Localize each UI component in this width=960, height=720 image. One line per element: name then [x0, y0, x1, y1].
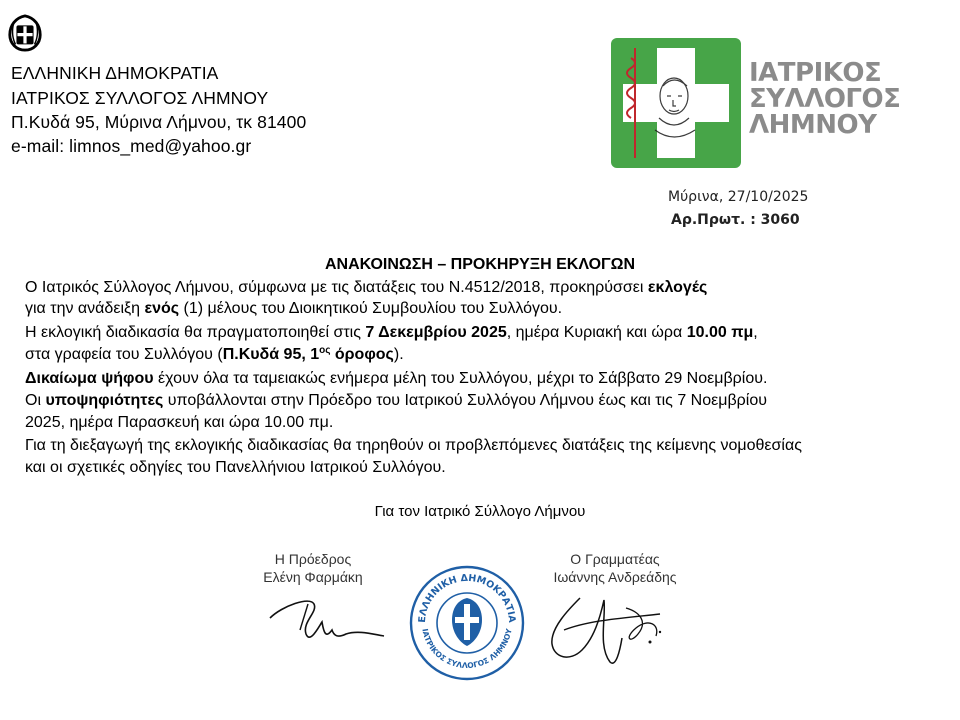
signatory-left-name: Ελένη Φαρμάκη [263, 569, 363, 585]
header-organization: ΙΑΤΡΙΚΟΣ ΣΥΛΛΟΓΟΣ ΛΗΜΝΟΥ [11, 88, 269, 108]
protocol-number: Αρ.Πρωτ. : 3060 [671, 212, 800, 228]
greek-emblem-icon [6, 14, 44, 52]
body-line: Οι υποψηφιότητες υποβάλλονται στην Πρόεδρο του Ιατρικού Συλλόγου Λήμνου έως και τις 7 Νοεμβρίου [25, 392, 767, 409]
header-country: ΕΛΛΗΝΙΚΗ ΔΗΜΟΚΡΑΤΙΑ [11, 63, 219, 83]
body-line: για την ανάδειξη ενός (1) μέλους του Διοικητικού Συμβουλίου του Συλλόγου. [25, 300, 563, 317]
signature-left [262, 590, 392, 650]
body-line: Δικαίωμα ψήφου έχουν όλα τα ταμειακώς ενήμερα μέλη του Συλλόγου, μέχρι το Σάββατο 29 Νοεμβρίου. [25, 370, 768, 387]
logo-wordmark [749, 60, 900, 138]
logo-text-line: ΙΑΤΡΙΚΟΣ [749, 58, 882, 88]
svg-text:ΙΑΤΡΙΚΟΣ ΣΥΛΛΟΓΟΣ ΛΗΜΝΟΥ: ΙΑΤΡΙΚΟΣ ΣΥΛΛΟΓΟΣ ΛΗΜΝΟΥ [420, 627, 514, 671]
body-line: 2025, ημέρα Παρασκευή και ώρα 10.00 πμ. [25, 414, 334, 431]
header-email[interactable]: e-mail: limnos_med@yahoo.gr [11, 136, 252, 156]
medical-association-logo [611, 38, 741, 168]
body-line: και οι σχετικές οδηγίες του Πανελλήνιου Ιατρικού Συλλόγου. [25, 459, 446, 476]
body-line: Ο Ιατρικός Σύλλογος Λήμνου, σύμφωνα με τις διατάξεις του Ν.4512/2018, προκηρύσσει εκλογές [25, 279, 708, 296]
body-line: Για τη διεξαγωγή της εκλογικής διαδικασίας θα τηρηθούν οι προβλεπόμενες διατάξεις της κείμενης νομοθεσίας [25, 437, 802, 454]
signatory-right-role: Ο Γραμματέας [570, 551, 660, 567]
announcement-title: ΑΝΑΚΟΙΝΩΣΗ – ΠΡΟΚΗΡΥΞΗ ΕΚΛΟΓΩΝ [324, 256, 636, 273]
medical-cross-icon [611, 38, 741, 168]
signatory-right-name: Ιωάννης Ανδρεάδης [553, 569, 677, 585]
document-date: Μύρινα, 27/10/2025 [668, 189, 809, 205]
header-address: Π.Κυδά 95, Μύρινα Λήμνου, τκ 81400 [11, 112, 307, 132]
official-seal [408, 564, 526, 682]
closing-line: Για τον Ιατρικό Σύλλογο Λήμνου [374, 503, 586, 520]
signature-right [540, 588, 680, 672]
body-line: στα γραφεία του Συλλόγου (Π.Κυδά 95, $1^{o\varsigma}$ όροφος). [25, 345, 404, 363]
seal-cross-icon [452, 598, 482, 646]
signatory-left-role: Η Πρόεδρος [274, 551, 352, 567]
logo-text-line: ΣΥΛΛΟΓΟΣ [749, 84, 901, 114]
svg-text:ΕΛΛΗΝΙΚΗ ΔΗΜΟΚΡΑΤΙΑ: ΕΛΛΗΝΙΚΗ ΔΗΜΟΚΡΑΤΙΑ [416, 572, 518, 624]
body-line: Η εκλογική διαδικασία θα πραγματοποιηθεί στις 7 Δεκεμβρίου 2025, ημέρα Κυριακή και ώρα 10.00 πμ, [25, 324, 758, 341]
logo-text-line: ΛΗΜΝΟΥ [749, 110, 877, 140]
